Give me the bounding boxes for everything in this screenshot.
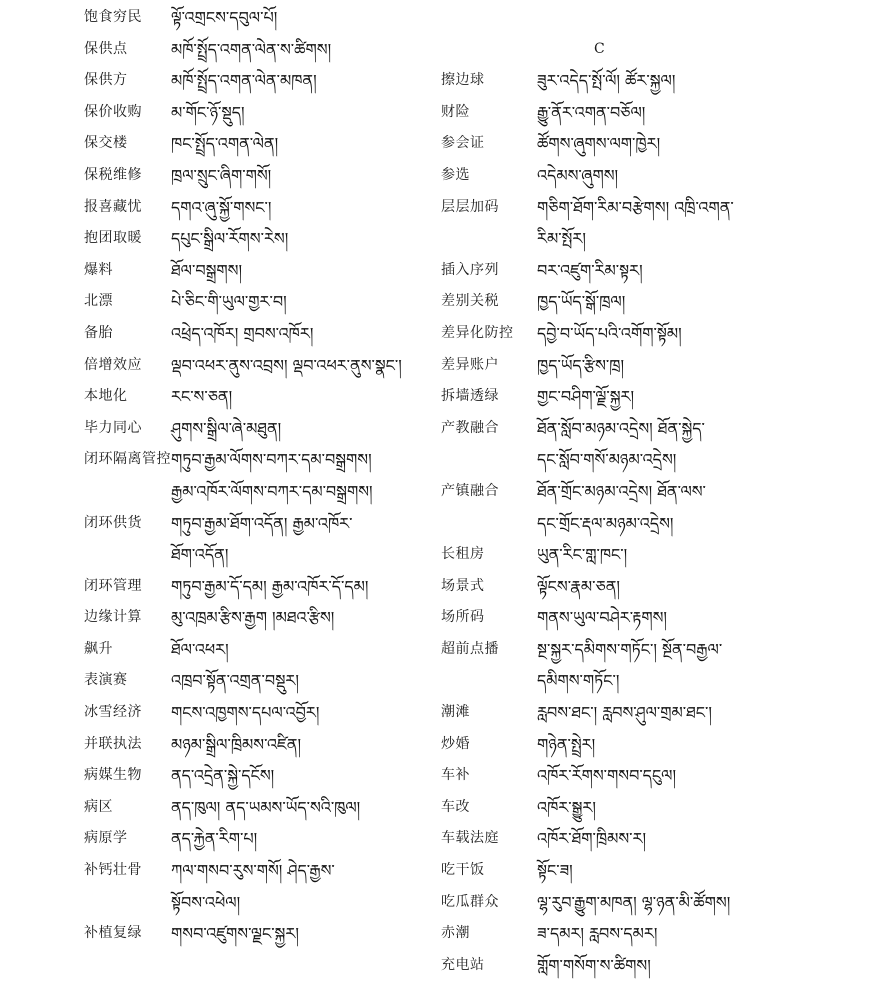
tibetan-translation: མ་གོང་ཉོ་སྡུད། bbox=[171, 102, 245, 122]
tibetan-translation: འདེམས་ཞུགས། bbox=[537, 165, 619, 185]
dictionary-entry bbox=[441, 476, 861, 508]
tibetan-translation: ཐོག་འདོན། bbox=[171, 545, 229, 565]
chinese-term: 闭环管理 bbox=[84, 577, 142, 594]
dictionary-entry bbox=[84, 413, 440, 445]
dictionary-entry bbox=[84, 665, 440, 697]
chinese-term: 参会证 bbox=[441, 135, 485, 152]
dictionary-entry bbox=[84, 602, 440, 634]
tibetan-translation: མུ་འཁྲམ་རྩིས་རྒྱག །མཐའ་རྩིས། bbox=[171, 608, 335, 628]
chinese-term: 保供点 bbox=[84, 40, 128, 57]
dictionary-entry bbox=[84, 286, 440, 318]
dictionary-entry bbox=[441, 65, 861, 97]
dictionary-entry bbox=[441, 444, 861, 476]
tibetan-translation: རང་ས་ཅན། bbox=[171, 387, 233, 407]
tibetan-translation: འཕྲེད་འཁོར། གྲབས་འཁོར། bbox=[171, 323, 314, 343]
chinese-term: 场所码 bbox=[441, 609, 485, 626]
chinese-term: 表演赛 bbox=[84, 672, 128, 689]
dictionary-entry bbox=[84, 508, 440, 540]
dictionary-entry bbox=[441, 381, 861, 413]
tibetan-translation: གནས་ཡུལ་བཤེར་རྟགས། bbox=[537, 608, 667, 628]
chinese-term: 擦边球 bbox=[441, 72, 485, 89]
chinese-term: 车改 bbox=[441, 798, 470, 815]
chinese-term: 毕力同心 bbox=[84, 419, 142, 436]
dictionary-entry bbox=[84, 823, 440, 855]
chinese-term: 报喜藏忧 bbox=[84, 198, 142, 215]
chinese-term: 参选 bbox=[441, 166, 470, 183]
dictionary-entry bbox=[84, 255, 440, 287]
tibetan-translation: འཁོར་རོགས་གསབ་དངུལ། bbox=[537, 766, 677, 786]
tibetan-translation: མཁོ་སྤྲོད་འགན་ལེན་ས་ཚིགས། bbox=[171, 39, 332, 59]
tibetan-translation: གངས་འཁྱགས་དཔལ་འབྱོར། bbox=[171, 703, 320, 723]
chinese-term: 备胎 bbox=[84, 324, 113, 341]
chinese-term: 层层加码 bbox=[441, 198, 499, 215]
chinese-term: 补钙壮骨 bbox=[84, 862, 142, 879]
dictionary-entry bbox=[441, 350, 861, 382]
dictionary-entry bbox=[84, 918, 440, 950]
tibetan-translation: པེ་ཅིང་གི་ཡུལ་གྱར་བ། bbox=[171, 292, 287, 312]
chinese-term: 倍增效应 bbox=[84, 356, 142, 373]
tibetan-translation: འཁོར་སྒྱུར། bbox=[537, 797, 596, 817]
dictionary-entry bbox=[441, 823, 861, 855]
dictionary-entry bbox=[84, 223, 440, 255]
dictionary-entry bbox=[441, 792, 861, 824]
dictionary-entry bbox=[84, 318, 440, 350]
tibetan-translation: རླབས་ཐང་། རླབས་ཤུལ་གྲམ་ཐང་། bbox=[537, 703, 712, 723]
chinese-term: 产教融合 bbox=[441, 419, 499, 436]
tibetan-translation: ཐོལ་བསྒྲགས། bbox=[171, 260, 242, 280]
dictionary-entry bbox=[84, 855, 440, 887]
chinese-term: 赤潮 bbox=[441, 925, 470, 942]
dictionary-entry bbox=[441, 128, 861, 160]
dictionary-entry bbox=[84, 476, 440, 508]
chinese-term: 闭环供货 bbox=[84, 514, 142, 531]
dictionary-entry bbox=[84, 160, 440, 192]
tibetan-translation: སྟོབས་འཕེལ། bbox=[171, 892, 241, 912]
chinese-term: 超前点播 bbox=[441, 640, 499, 657]
chinese-term: 吃干饭 bbox=[441, 862, 485, 879]
dictionary-entry bbox=[84, 539, 440, 571]
chinese-term: 并联执法 bbox=[84, 735, 142, 752]
chinese-term: 差异账户 bbox=[441, 356, 499, 373]
tibetan-translation: ལྟོངས་རྣམ་ཅན། bbox=[537, 576, 620, 596]
dictionary-entry bbox=[441, 318, 861, 350]
dictionary-entry bbox=[441, 855, 861, 887]
dictionary-entry bbox=[441, 665, 861, 697]
tibetan-translation: ཡུན་རིང་གླ་ཁང་། bbox=[537, 545, 628, 565]
dictionary-entry bbox=[84, 887, 440, 919]
chinese-term: 病媒生物 bbox=[84, 767, 142, 784]
tibetan-translation: རིམ་སྤོར། bbox=[537, 229, 586, 249]
tibetan-translation: དང་སློབ་གསོ་མཉམ་འདྲེས། bbox=[537, 450, 677, 470]
chinese-term: 本地化 bbox=[84, 388, 128, 405]
chinese-term: 保供方 bbox=[84, 72, 128, 89]
dictionary-entry bbox=[441, 286, 861, 318]
tibetan-translation: ཁང་སྤྲོད་འགན་ལེན། bbox=[171, 134, 279, 154]
tibetan-translation: གྱང་བཤིག་ལྗོ་སྐྱར། bbox=[537, 387, 635, 407]
chinese-term: 飙升 bbox=[84, 640, 113, 657]
chinese-term: 病原学 bbox=[84, 830, 128, 847]
dictionary-entry bbox=[441, 950, 861, 981]
tibetan-translation: ཐོལ་འཕར། bbox=[171, 639, 229, 659]
tibetan-translation: གཏུབ་རྒྱམ་དོ་དམ། རྒྱམ་འཁོར་དོ་དམ། bbox=[171, 576, 369, 596]
tibetan-translation: དགའ་ཞུ་སྐྱོ་གསང་། bbox=[171, 197, 272, 217]
dictionary-entry bbox=[84, 128, 440, 160]
dictionary-entry bbox=[84, 697, 440, 729]
chinese-term: 充电站 bbox=[441, 956, 485, 973]
right-column bbox=[441, 2, 861, 981]
chinese-term: 差别关税 bbox=[441, 293, 499, 310]
tibetan-translation: ཁྱད་ཡོད་རྩིས་ཁྲ། bbox=[537, 355, 625, 375]
section-letter: C bbox=[594, 40, 605, 57]
tibetan-translation: ཟ་དམར། རླབས་དམར། bbox=[537, 924, 658, 944]
dictionary-entry bbox=[441, 34, 861, 66]
tibetan-translation: འཁྲབ་སྟོན་འགྲན་བསྡུར། bbox=[171, 671, 299, 691]
tibetan-translation: ནད་ཁུལ། ནད་ཡམས་ཡོད་སའི་ཁུལ། bbox=[171, 797, 361, 817]
dictionary-entry bbox=[441, 160, 861, 192]
tibetan-translation: དབྱེ་བ་ཡོད་པའི་འགོག་སྟོམ། bbox=[537, 323, 682, 343]
dictionary-entry bbox=[441, 508, 861, 540]
tibetan-translation: རྒྱུ་ནོར་འགན་བཅོལ། bbox=[537, 102, 646, 122]
tibetan-translation: འཁོར་ཐོག་ཁྲིམས་ར། bbox=[537, 829, 647, 849]
chinese-term: 场景式 bbox=[441, 577, 485, 594]
dictionary-entry bbox=[441, 697, 861, 729]
tibetan-translation: ལྷ་རུབ་རྒྱུག་མཁན། ལྷ་ཉན་མི་ཚོགས། bbox=[537, 892, 731, 912]
dictionary-entry bbox=[441, 539, 861, 571]
dictionary-entry bbox=[84, 2, 440, 34]
dictionary-entry bbox=[441, 571, 861, 603]
dictionary-entry bbox=[441, 634, 861, 666]
dictionary-entry bbox=[441, 729, 861, 761]
dictionary-entry bbox=[84, 571, 440, 603]
dictionary-entry bbox=[84, 381, 440, 413]
tibetan-translation: གློག་གསོག་ས་ཚིགས། bbox=[537, 955, 651, 975]
tibetan-translation: དམིགས་གཏོང་། bbox=[537, 671, 620, 691]
chinese-term: 产镇融合 bbox=[441, 482, 499, 499]
tibetan-translation: གསབ་འཛུགས་ལྗང་སྐྱར། bbox=[171, 924, 299, 944]
chinese-term: 保交楼 bbox=[84, 135, 128, 152]
dictionary-entry bbox=[84, 760, 440, 792]
dictionary-entry bbox=[84, 729, 440, 761]
chinese-term: 插入序列 bbox=[441, 261, 499, 278]
dictionary-entry bbox=[441, 918, 861, 950]
dictionary-entry bbox=[441, 192, 861, 224]
tibetan-translation: དང་གྲོང་རྡལ་མཉམ་འདྲེས། bbox=[537, 513, 674, 533]
chinese-term: 长租房 bbox=[441, 546, 485, 563]
tibetan-translation: མཁོ་སྤྲོད་འགན་ལེན་མཁན། bbox=[171, 71, 317, 91]
tibetan-translation: ནད་རྐྱེན་རིག་པ། bbox=[171, 829, 258, 849]
chinese-term: 抱团取暖 bbox=[84, 230, 142, 247]
dictionary-entry bbox=[84, 350, 440, 382]
tibetan-translation: ཁྱད་ཡོད་སྒོ་ཁྲལ། bbox=[537, 292, 626, 312]
tibetan-translation: ཁྲལ་སྲུང་ཞིག་གསོ། bbox=[171, 165, 272, 185]
left-column bbox=[84, 2, 440, 950]
chinese-term: 保税维修 bbox=[84, 166, 142, 183]
tibetan-translation: གཉེན་སྤྲེར། bbox=[537, 734, 596, 754]
dictionary-entry bbox=[441, 223, 861, 255]
tibetan-translation: སྔ་སྐྱར་དམིགས་གཏོང་། སྔོན་བརྒྱལ་ bbox=[537, 639, 723, 659]
dictionary-entry bbox=[441, 602, 861, 634]
tibetan-translation: ཟུར་འདེད་སྤོ་ལོ། ཚོར་སྐྱལ། bbox=[537, 71, 676, 91]
chinese-term: 边缘计算 bbox=[84, 609, 142, 626]
chinese-term: 炒婚 bbox=[441, 735, 470, 752]
chinese-term: 差异化防控 bbox=[441, 324, 514, 341]
tibetan-translation: བར་འཛུག་རིམ་སྟར། bbox=[537, 260, 643, 280]
dictionary-entry bbox=[441, 255, 861, 287]
dictionary-entry bbox=[441, 2, 861, 34]
chinese-term: 病区 bbox=[84, 798, 113, 815]
tibetan-translation: ཚོགས་ཞུགས་ལག་ཁྱེར། bbox=[537, 134, 661, 154]
chinese-term: 保价收购 bbox=[84, 103, 142, 120]
dictionary-entry bbox=[441, 887, 861, 919]
tibetan-translation: གཏུབ་རྒྱམ་ཐོག་འདོན། རྒྱམ་འཁོར་ bbox=[171, 513, 353, 533]
chinese-term: 补植复绿 bbox=[84, 925, 142, 942]
tibetan-translation: ཀལ་གསབ་རུས་གསོ། ཤེད་རྒྱས་ bbox=[171, 861, 335, 881]
chinese-term: 饱食穷民 bbox=[84, 9, 142, 25]
chinese-term: 吃瓜群众 bbox=[441, 893, 499, 910]
dictionary-entry bbox=[84, 97, 440, 129]
chinese-term: 拆墙透绿 bbox=[441, 388, 499, 405]
tibetan-translation: ཐོན་སློབ་མཉམ་འདྲེས། ཐོན་སྐྱེད་ bbox=[537, 418, 705, 438]
dictionary-entry bbox=[84, 444, 440, 476]
chinese-term: 潮滩 bbox=[441, 704, 470, 721]
chinese-term: 冰雪经济 bbox=[84, 704, 142, 721]
dictionary-entry bbox=[84, 34, 440, 66]
tibetan-translation: སྟོང་ཟ། bbox=[537, 861, 573, 881]
chinese-term: 爆料 bbox=[84, 261, 113, 278]
tibetan-translation: ཐོན་གྲོང་མཉམ་འདྲེས། ཐོན་ལས་ bbox=[537, 481, 706, 501]
dictionary-entry bbox=[84, 634, 440, 666]
dictionary-entry bbox=[84, 192, 440, 224]
tibetan-translation: ལྟོ་འགྲངས་དབུལ་པོ། bbox=[171, 8, 278, 27]
chinese-term: 财险 bbox=[441, 103, 470, 120]
chinese-term: 车补 bbox=[441, 767, 470, 784]
tibetan-translation: རྒྱམ་འཁོར་ལོགས་བཀར་དམ་བསྒྲགས། bbox=[171, 481, 373, 501]
tibetan-translation: གཏུབ་རྒྱམ་ལོགས་བཀར་དམ་བསྒྲགས། bbox=[171, 450, 372, 470]
chinese-term: 车载法庭 bbox=[441, 830, 499, 847]
tibetan-translation: དཔུང་སྒྲིལ་རོགས་རེས། bbox=[171, 229, 289, 249]
chinese-term: 北漂 bbox=[84, 293, 113, 310]
tibetan-translation: ནད་འདྲེན་སྐྱེ་དངོས། bbox=[171, 766, 275, 786]
dictionary-entry bbox=[441, 760, 861, 792]
tibetan-translation: གཅིག་ཐོག་རིམ་བརྩེགས། འཁྲི་འགན་ bbox=[537, 197, 734, 217]
dictionary-entry bbox=[84, 792, 440, 824]
tibetan-translation: མཉམ་སྒྲིལ་ཁྲིམས་འཛིན། bbox=[171, 734, 302, 754]
tibetan-translation: ཤུགས་སྒྲིལ་ཞེ་མཐུན། bbox=[171, 418, 282, 438]
dictionary-entry bbox=[441, 97, 861, 129]
tibetan-translation: ལྡབ་འཕར་ནུས་འབྲས། ལྡབ་འཕར་ནུས་སྣང་། bbox=[171, 355, 402, 375]
dictionary-entry bbox=[84, 65, 440, 97]
dictionary-entry bbox=[441, 413, 861, 445]
chinese-term: 闭环隔离管控 bbox=[84, 451, 171, 468]
